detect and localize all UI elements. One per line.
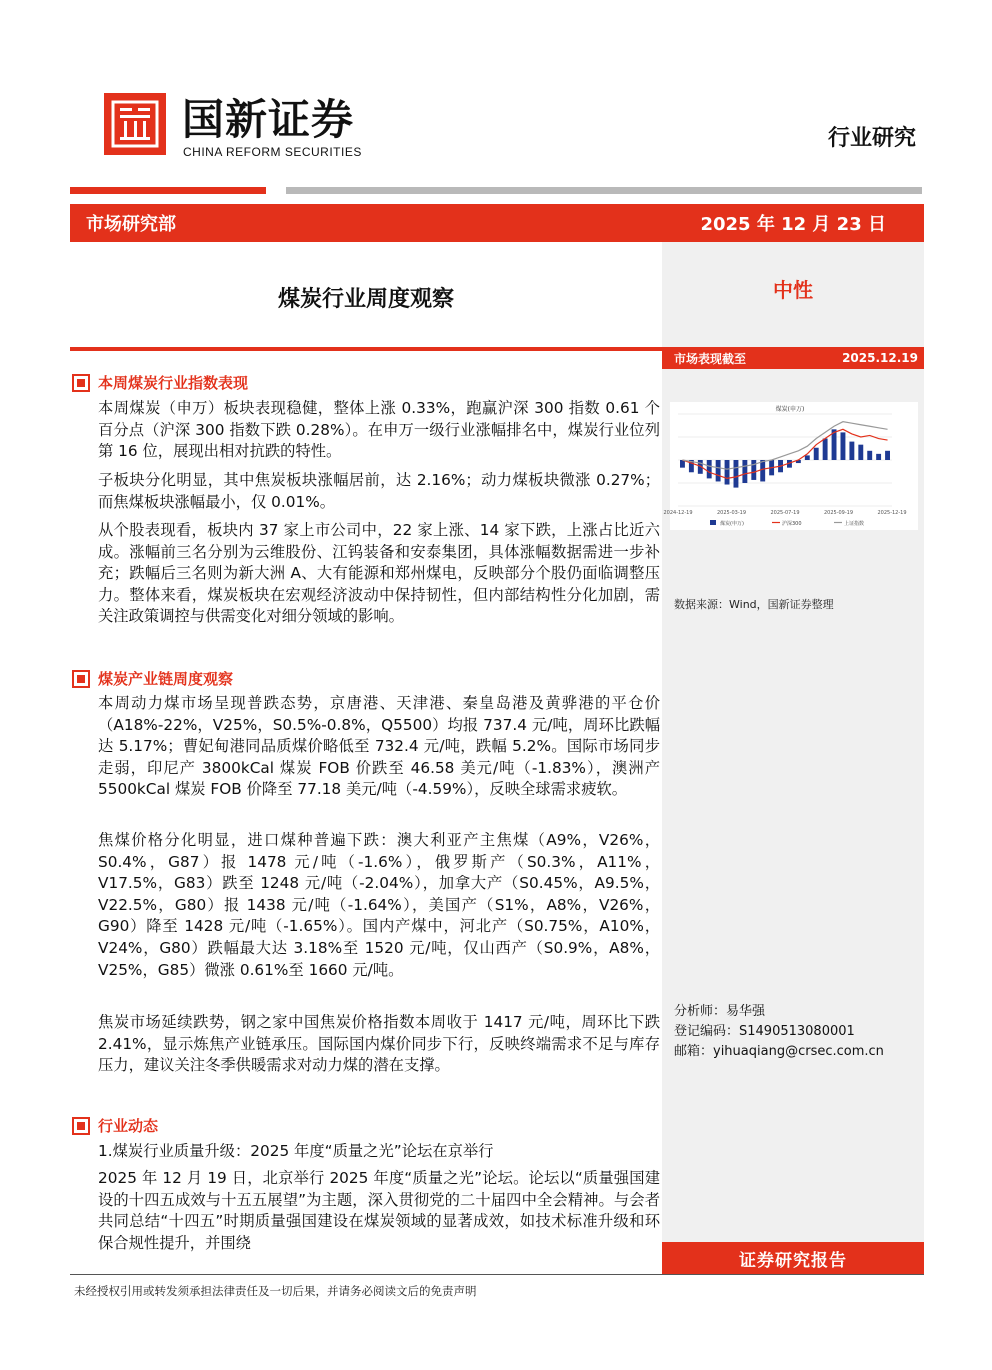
chart-series-line: [682, 422, 887, 470]
header-gray-bar: [286, 187, 922, 194]
chart-bar: [814, 448, 819, 460]
chart-bar: [760, 460, 765, 481]
analyst-email[interactable]: 邮箱：yihuaqiang@crsec.com.cn: [674, 1044, 884, 1059]
paragraph: 本周动力煤市场呈现普跌态势，京唐港、天津港、秦皇岛港及黄骅港的平仓价（A18%-22%，V25%，S0.5%-0.8%，Q5500）均报 737.4 元/吨，周环比跌幅达 5.17%；曹妃甸港同品质煤价略低至 732.4 元/吨，跌幅 5.2%。国际市场同步走弱，印尼产 3800kCal 煤炭 FOB 价跌至 46.58 美元/吨（-1.83%），澳洲产 5500kCal 煤炭 FOB 价降至 77.18 美元/吨（-4.59%），反映全球需求疲软。: [98, 694, 660, 799]
chart-x-tick: 2025-12-19: [877, 510, 907, 516]
header-accent-bar: [70, 187, 266, 194]
analyst-name: 分析师：易华强: [674, 1004, 766, 1019]
company-logo-mark: [104, 93, 166, 155]
chart-bar: [885, 451, 890, 460]
chart-bar: [725, 460, 730, 485]
footer-divider: [70, 1274, 924, 1275]
chart-bar: [751, 460, 756, 480]
section-icon: [72, 1117, 90, 1135]
paragraph: 2025 年 12 月 19 日，北京举行 2025 年度“质量之光”论坛。论坛以“质量强国建设的十四五成效与十五五展望”为主题，深入贯彻党的二十届四中全会精神。与会者共同总结“十四五”时期质量强国建设在煤炭领域的显著成效，如技术标准升级和环保合规性提升，并围绕: [98, 1169, 660, 1252]
section-heading-news: [72, 1115, 158, 1136]
chart-title: 煤炭(申万): [775, 406, 805, 413]
chart-x-tick: 2025-07-19: [770, 510, 800, 516]
chart-legend-swatch: [710, 520, 716, 525]
chart-bar: [707, 460, 712, 478]
analyst-info: [674, 1002, 884, 1062]
chart-bar: [734, 460, 739, 488]
analyst-registration: 登记编码：S1490513080001: [674, 1024, 855, 1039]
chart-legend-label: 煤炭(申万): [720, 521, 744, 527]
section-heading-index: [72, 372, 248, 393]
report-date: 2025 年 12 月 23 日: [700, 214, 886, 235]
paragraph: 本周煤炭（申万）板块表现稳健，整体上涨 0.33%，跑赢沪深 300 指数 0.61 个百分点（沪深 300 指数下跌 0.28%）。在申万一级行业涨幅排名中，煤炭行业位列第 16 位，展现出相对抗跌的特性。: [98, 399, 660, 461]
sidebar: [662, 242, 924, 1274]
market-date: 2025.12.19: [842, 351, 918, 365]
page-title: 煤炭行业周度观察: [277, 287, 454, 312]
disclaimer: 未经授权引用或转发须承担法律责任及一切后果，并请务必阅读文后的免责声明: [74, 1284, 477, 1298]
chart-bar: [849, 442, 854, 460]
department-name: 市场研究部: [86, 214, 176, 235]
section-heading-chain: [72, 668, 233, 689]
chart-series-line: [682, 429, 887, 478]
section-icon: [72, 374, 90, 392]
paragraph: 焦煤价格分化明显，进口煤种普遍下跌：澳大利亚产主焦煤（A9%，V26%，S0.4%，G87）报 1478 元/吨（-1.6%），俄罗斯产（S0.3%，A11%，V17.5%，G83）跌至 1248 元/吨（-2.04%），加拿大产（S0.45%，A9.5%，V22.5%，G80）报 1438 元/吨（-1.64%），美国产（S1%，A8%，V26%，G90）降至 1428 元/吨（-1.65%）。国内产煤中，河北产（S0.75%，A10%，V24%，G80）跌幅最大达 3.18%至 1520 元/吨，仅山西产（S0.9%，A8%，V25%，G85）微涨 0.61%至 1660 元/吨。: [98, 831, 660, 979]
chart-legend-label: 上证指数: [844, 521, 865, 527]
paragraph: 从个股表现看，板块内 37 家上市公司中，22 家上涨、14 家下跌，上涨占比近六成。涨幅前三名分别为云维股份、江钨装备和安泰集团，具体涨幅数据需进一步补充；跌幅后三名则为新大洲 A、大有能源和郑州煤电，反映部分个股仍面临调整压力。整体来看，煤炭板块在宏观经济波动中保持韧性，但内部结构性分化加剧，需关注政策调控与供需变化对细分领域的影响。: [98, 521, 660, 626]
title-divider: [70, 347, 662, 351]
market-performance-bar: [662, 347, 924, 369]
chart-x-tick: 2024-12-19: [663, 510, 693, 516]
data-source: 数据来源：Wind，国新证券整理: [674, 598, 834, 611]
chart-bar: [841, 432, 846, 460]
market-label: 市场表现截至: [674, 351, 747, 366]
department-bar: [70, 204, 924, 242]
chart-bar: [805, 455, 810, 460]
report-type: 行业研究: [827, 126, 916, 151]
company-name-cn: 国新证券: [182, 95, 355, 144]
news-subheading: 1.煤炭行业质量升级：2025 年度“质量之光”论坛在京举行: [98, 1142, 494, 1160]
paragraph: 子板块分化明显，其中焦炭板块涨幅居前，达 2.16%；动力煤板块微涨 0.27%；而焦煤板块涨幅最小，仅 0.01%。: [98, 471, 660, 511]
chart-bar: [716, 460, 721, 481]
rating: 中性: [773, 278, 813, 302]
market-chart: [663, 402, 918, 530]
chart-legend-label: 沪深300: [782, 521, 802, 527]
section-title: 行业动态: [98, 1117, 159, 1135]
chart-bar: [876, 454, 881, 460]
report-label: 证券研究报告: [662, 1242, 924, 1274]
chart-bar: [823, 439, 828, 460]
chart-x-tick: 2025-03-19: [716, 510, 747, 516]
chart-bar: [867, 451, 872, 460]
section-title: 本周煤炭行业指数表现: [98, 374, 249, 392]
company-name-en: CHINA REFORM SECURITIES: [183, 145, 362, 159]
seal-icon: [110, 99, 160, 149]
paragraph: 焦炭市场延续跌势，钢之家中国焦炭价格指数本周收于 1417 元/吨，周环比下跌 2.41%，显示炼焦产业链承压。国际国内煤价同步下行，反映终端需求不足与库存压力，建议关注冬季供暖需求对动力煤的潜在支撑。: [98, 1013, 660, 1075]
section-title: 煤炭产业链周度观察: [98, 670, 234, 688]
chart-x-tick: 2025-09-19: [823, 510, 854, 516]
chart-bar: [742, 460, 747, 483]
chart-svg: [663, 402, 918, 530]
section-icon: [72, 670, 90, 688]
chart-bar: [858, 445, 863, 460]
